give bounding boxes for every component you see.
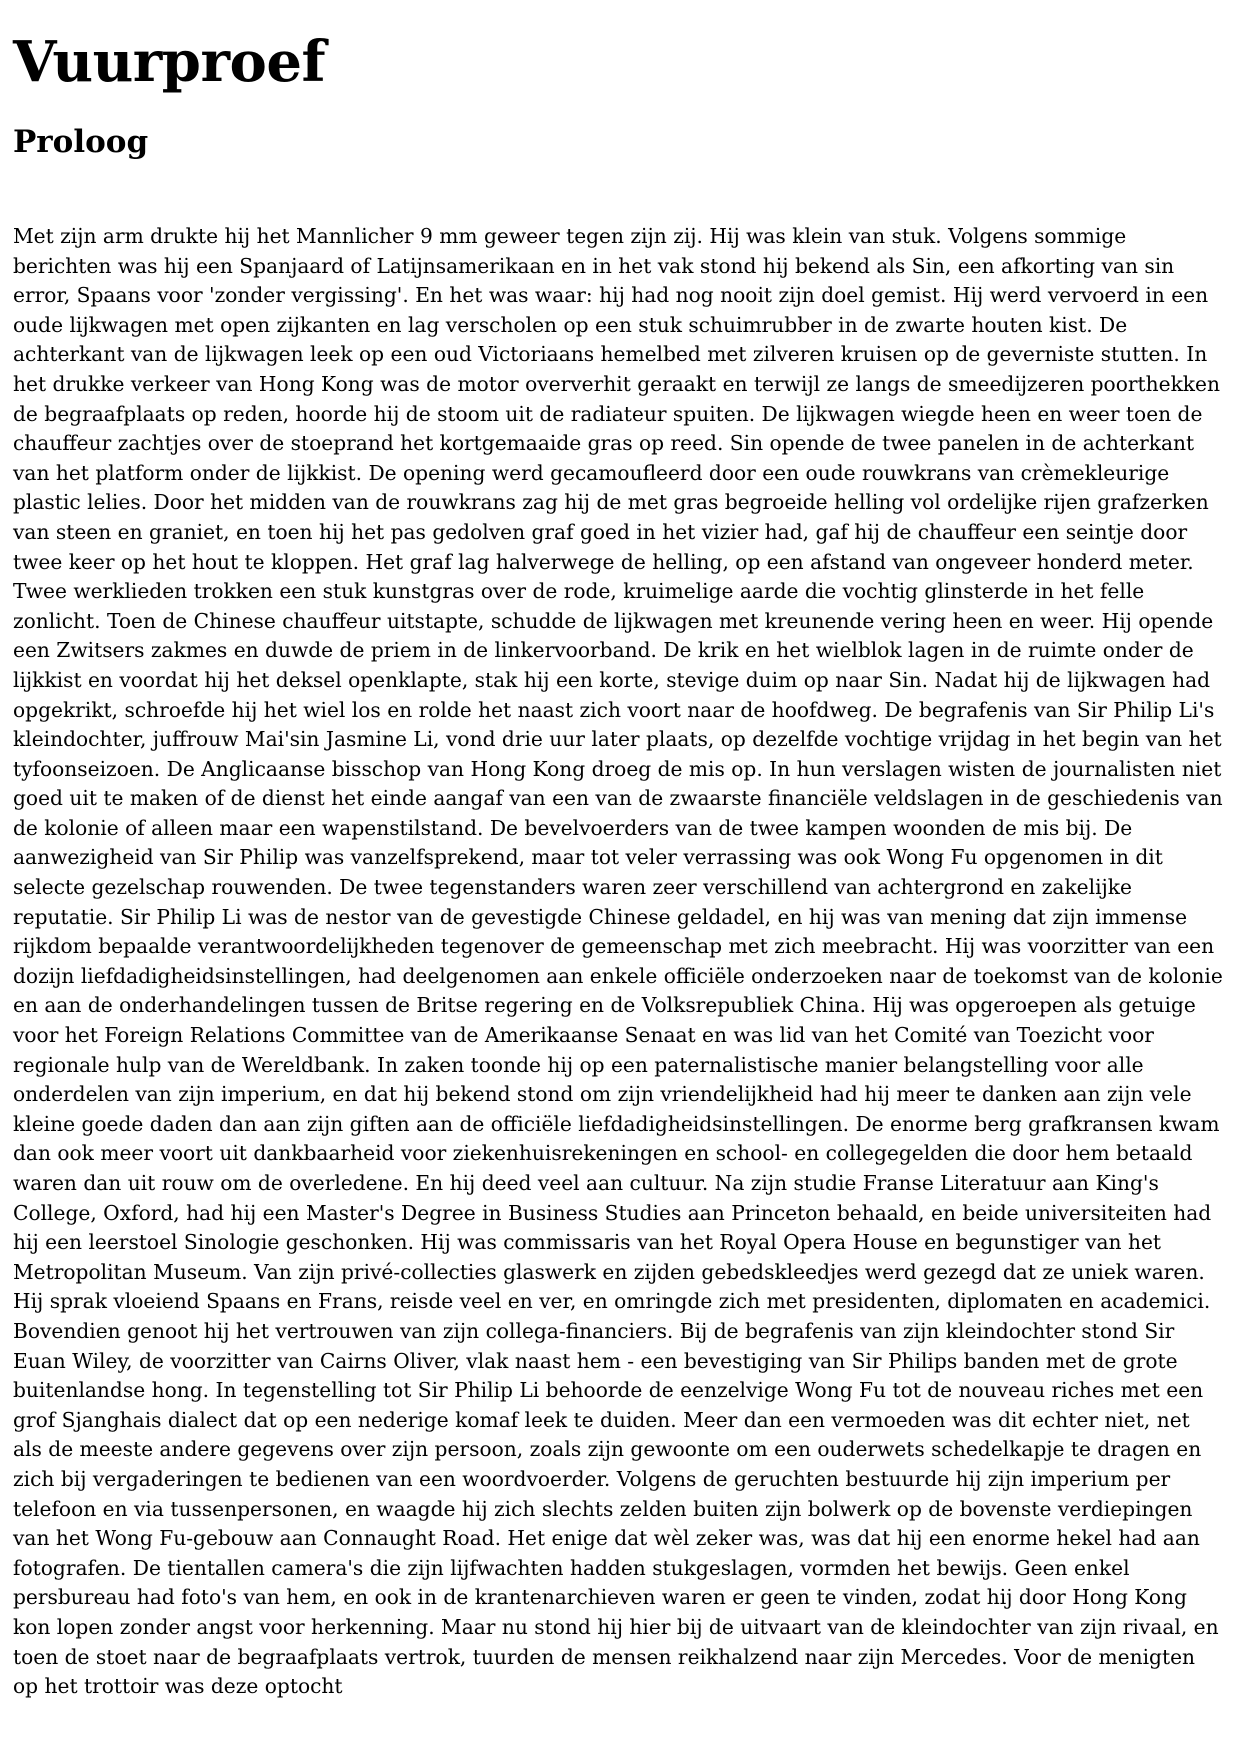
chapter-title: Proloog <box>13 124 149 160</box>
book-title: Vuurproef <box>13 29 326 95</box>
body-paragraph: Met zijn arm drukte hij het Mannlicher 9 mm geweer tegen zijn zij. Hij was klein van stuk. Volgens sommige berichten was hij een Spanjaard of Latijnsamerikaan en in het vak stond hij bekend als Sin, een afkorting van sin error, Spaans voor 'zonder vergissing'. En het was waar: hij had nog nooit zijn doel gemist. Hij werd vervoerd in een oude lijkwagen met open zijkanten en lag verscholen op een stuk schuimrubber in de zwarte houten kist. De achterkant van de lijkwagen leek op een oud Victoriaans hemelbed met zilveren kruisen op de geverniste stutten. In het drukke verkeer van Hong Kong was de motor oververhit geraakt en terwijl ze langs de smeedijzeren poorthekken de begraafplaats op reden, hoorde hij de stoom uit de radiateur spuiten. De lijkwagen wiegde heen en weer toen de chauffeur zachtjes over de stoeprand het kortgemaaide gras op reed. Sin opende de twee panelen in de achterkant van het platform onder de lijkkist. De opening werd gecamoufleerd door een oude rouwkrans van crèmekleurige plastic lelies. Door het midden van de rouwkrans zag hij de met gras begroeide helling vol ordelijke rijen grafzerken van steen en graniet, en toen hij het pas gedolven graf goed in het vizier had, gaf hij de chauffeur een seintje door twee keer op het hout te kloppen. Het graf lag halverwege de helling, op een afstand van ongeveer honderd meter. Twee werklieden trokken een stuk kunstgras over de rode, kruimelige aarde die vochtig glinsterde in het felle zonlicht. Toen de Chinese chauffeur uitstapte, schudde de lijkwagen met kreunende vering heen en weer. Hij opende een Zwitsers zakmes en duwde de priem in de linkervoorband. De krik en het wielblok lagen in de ruimte onder de lijkkist en voordat hij het deksel openklapte, stak hij een korte, stevige duim op naar Sin. Nadat hij de lijkwagen had opgekrikt, schroefde hij het wiel los en rolde het naast zich voort naar de hoofdweg. De begrafenis van Sir Philip Li's kleindochter, juffrouw Mai'sin Jasmine Li, vond drie uur later plaats, op dezelfde vochtige vrijdag in het begin van het tyfoonseizoen. De Anglicaanse bisschop van Hong Kong droeg de mis op. In hun verslagen wisten de journalisten niet goed uit te maken of de dienst het einde aangaf van een van de zwaarste financiële veldslagen in de geschiedenis van de kolonie of alleen maar een wapenstilstand. De bevelvoerders van de twee kampen woonden de mis bij. De aanwezigheid van Sir Philip was vanzelfsprekend, maar tot veler verrassing was ook Wong Fu opgenomen in dit selecte gezelschap rouwenden. De twee tegenstanders waren zeer verschillend van achtergrond en zakelijke reputatie. Sir Philip Li was de nestor van de gevestigde Chinese geldadel, en hij was van mening dat zijn immense rijkdom bepaalde verantwoordelijkheden tegenover de gemeenschap met zich meebracht. Hij was voorzitter van een dozijn liefdadigheidsinstellingen, had deelgenomen aan enkele officiële onderzoeken naar de toekomst van de kolonie en aan de onderhandelingen tussen de Britse regering en de Volksrepubliek China. Hij was opgeroepen als getuige voor het Foreign Relations Committee van de Amerikaanse Senaat en was lid van het Comité van Toezicht voor regionale hulp van de Wereldbank. In zaken toonde hij op een paternalistische manier belangstelling voor alle onderdelen van zijn imperium, en dat hij bekend stond om zijn vriendelijkheid had hij meer te danken aan zijn vele kleine goede daden dan aan zijn giften aan de officiële liefdadigheidsinstellingen. De enorme berg grafkransen kwam dan ook meer voort uit dankbaarheid voor ziekenhuisrekeningen en school- en collegegelden die door hem betaald waren dan uit rouw om de overledene. En hij deed veel aan cultuur. Na zijn studie Franse Literatuur aan King's College, Oxford, had hij een Master's Degree in Business Studies aan Princeton behaald, en beide universiteiten had hij een leerstoel Sinologie geschonken. Hij was commissaris van het Royal Opera House en begunstiger van het Metropolitan Museum. Van zijn privé-collecties glaswerk en zijden gebedskleedjes werd gezegd dat ze uniek waren. Hij sprak vloeiend Spaans en Frans, reisde veel en ver, en omringde zich met presidenten, diplomaten en academici. Bovendien genoot hij het vertrouwen van zijn collega-financiers. Bij de begrafenis van zijn kleindochter stond Sir Euan Wiley, de voorzitter van Cairns Oliver, vlak naast hem - een bevestiging van Sir Philips banden met de grote buitenlandse hong. In tegenstelling tot Sir Philip Li behoorde de eenzelvige Wong Fu tot de nouveau riches met een grof Sjanghais dialect dat op een nederige komaf leek te duiden. Meer dan een vermoeden was dit echter niet, net als de meeste andere gegevens over zijn persoon, zoals zijn gewoonte om een ouderwets schedelkapje te dragen en zich bij vergaderingen te bedienen van een woordvoerder. Volgens de geruchten bestuurde hij zijn imperium per telefoon en via tussenpersonen, en waagde hij zich slechts zelden buiten zijn bolwerk op de bovenste verdiepingen van het Wong Fu-gebouw aan Connaught Road. Het enige dat wèl zeker was, was dat hij een enorme hekel had aan fotografen. De tientallen camera's die zijn lijfwachten hadden stukgeslagen, vormden het bewijs. Geen enkel persbureau had foto's van hem, en ook in de krantenarchieven waren er geen te vinden, zodat hij door Hong Kong kon lopen zonder angst voor herkenning. Maar nu stond hij hier bij de uitvaart van de kleindochter van zijn rivaal, en toen de stoet naar de begraafplaats vertrok, tuurden de mensen reikhalzend naar zijn Mercedes. Voor de menigten op het trottoir was deze optocht <box>13 224 1223 1699</box>
